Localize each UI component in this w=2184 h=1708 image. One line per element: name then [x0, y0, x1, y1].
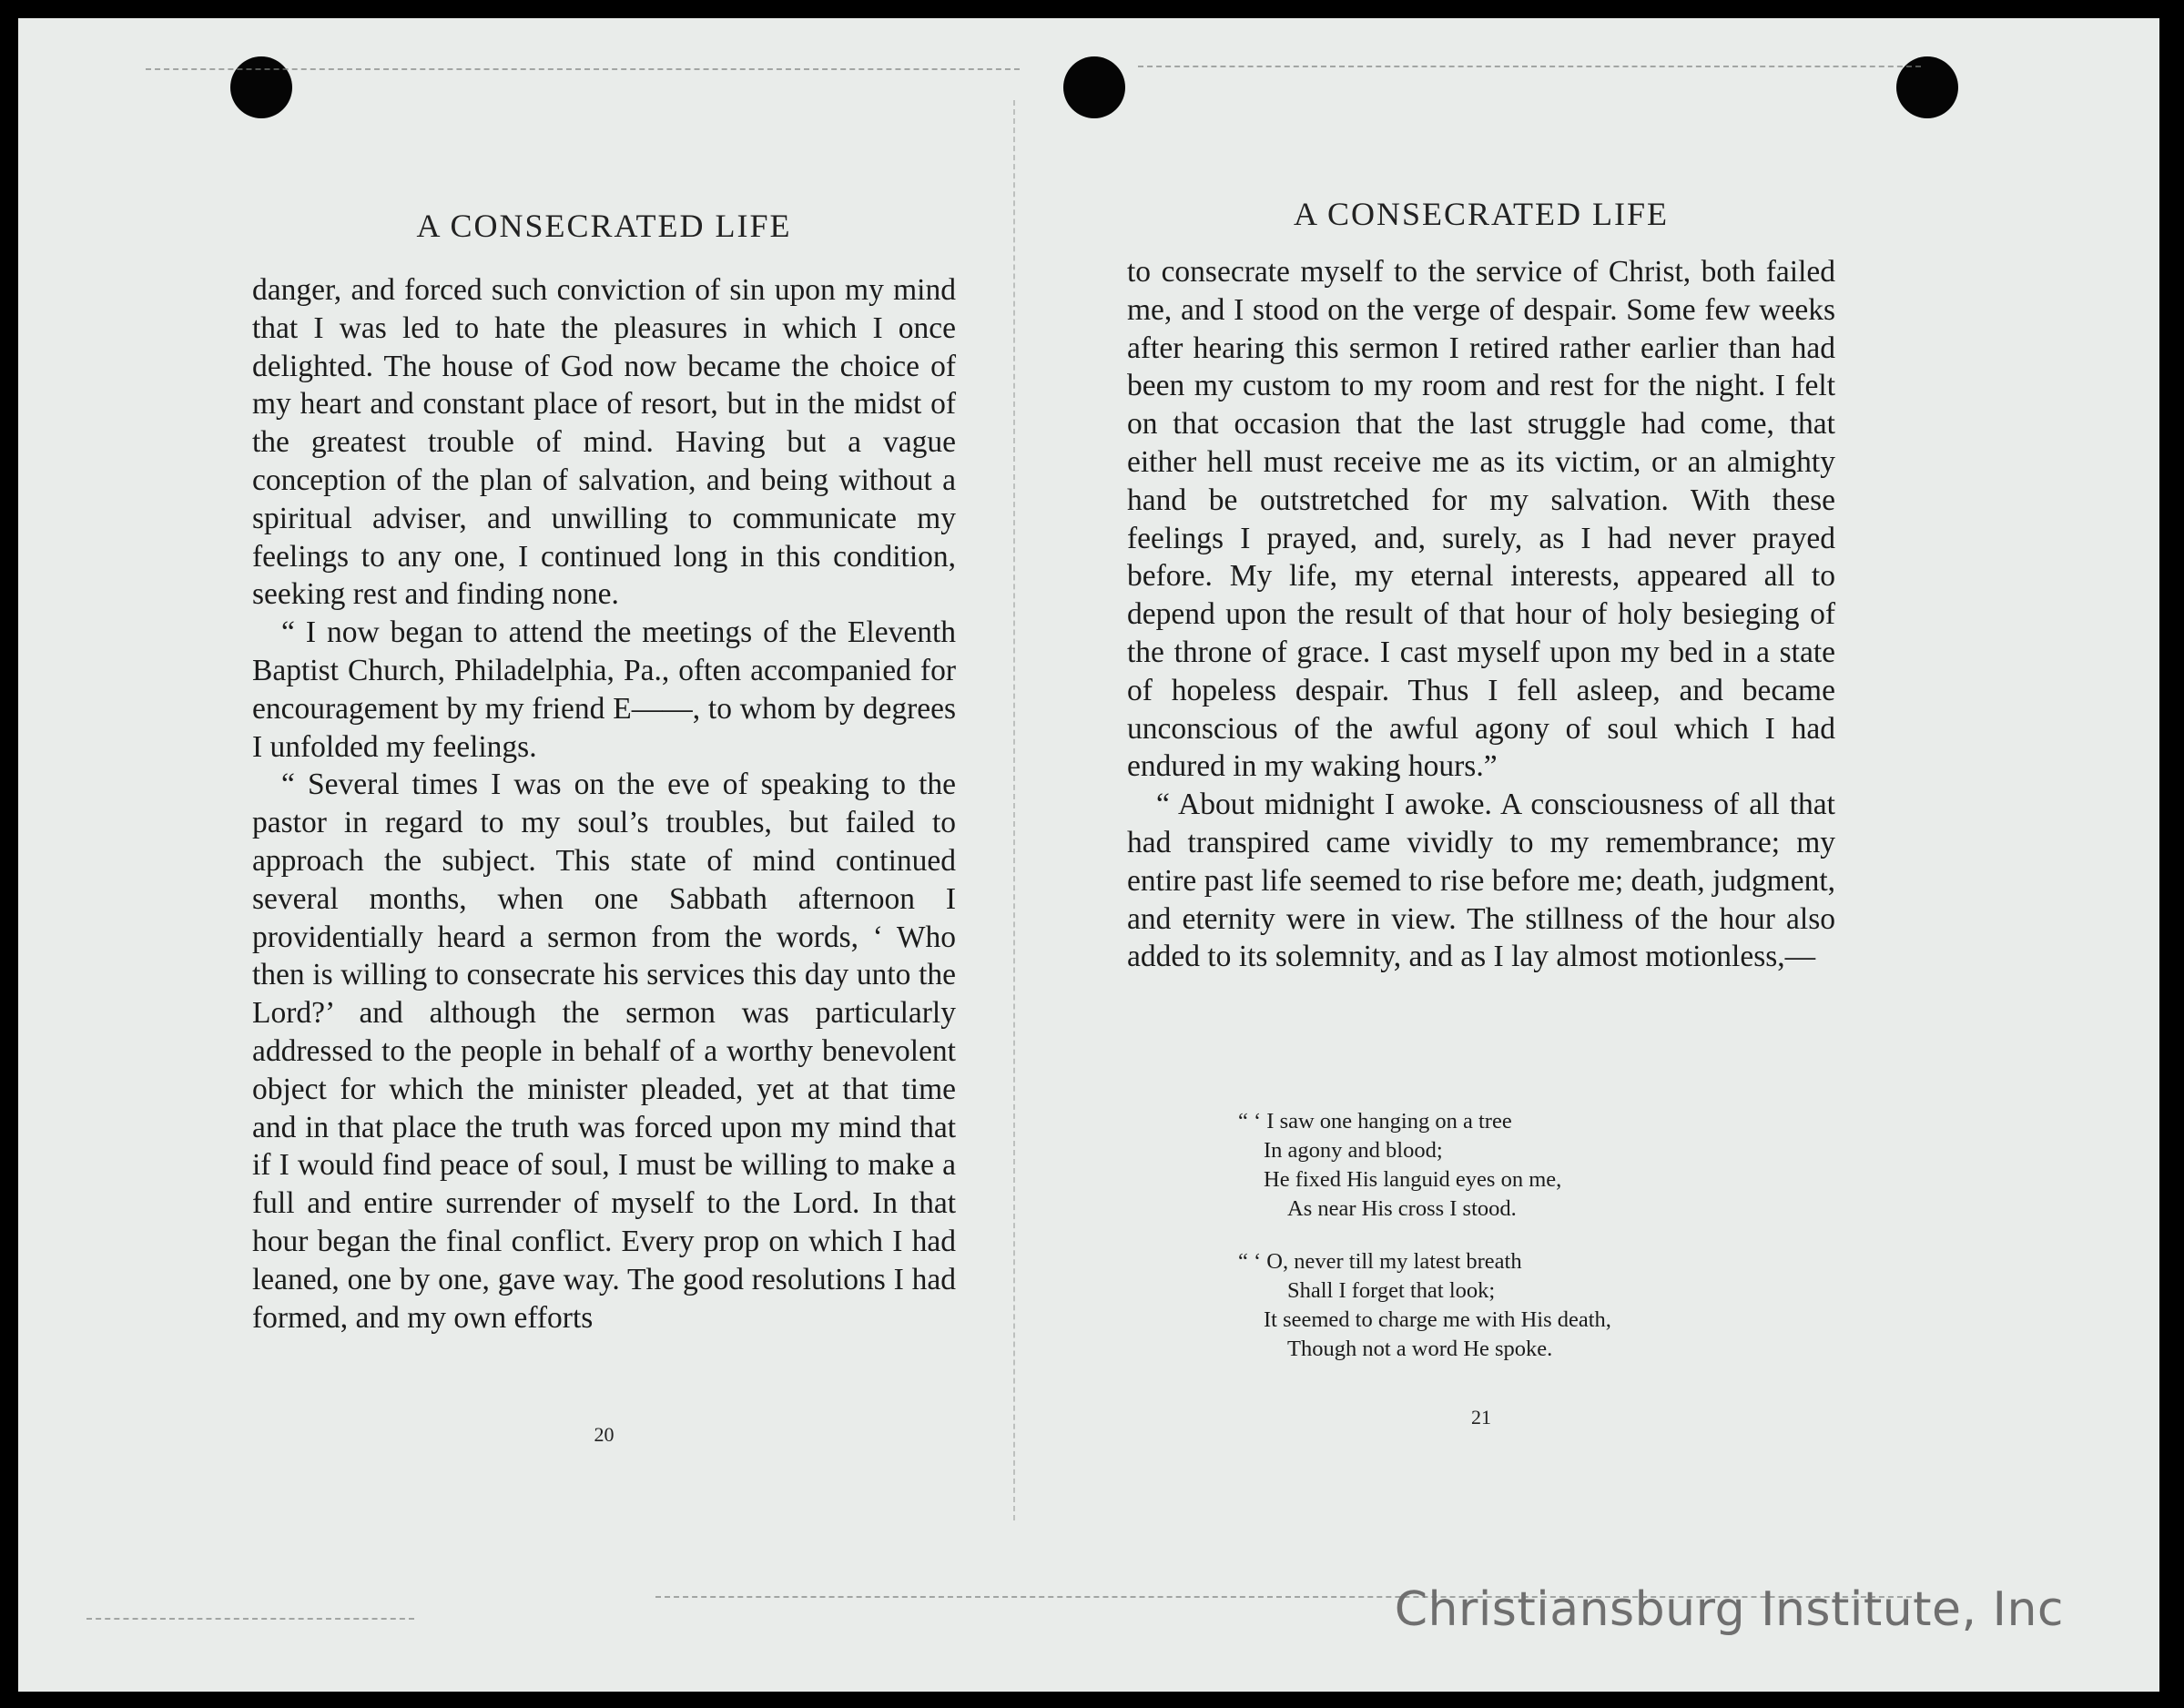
bottom-edge-line-left — [86, 1618, 414, 1620]
poem-line: “ ‘ O, never till my latest breath — [1238, 1249, 1522, 1274]
scanned-sheet — [18, 18, 2159, 1692]
poem-line: It seemed to charge me with His death, — [1264, 1307, 1611, 1332]
stanza — [1238, 1247, 1611, 1364]
paragraph: to consecrate myself to the service of Christ, both failed me, and I stood on the verge of despair. Some few weeks after hearing this sermon I retired rather earlier than had been my custom to my room and rest for the night. I felt on that occasion that the last struggle had come, that either hell must receive me as its victim, or an almighty hand be outstretched for my salvation. With these feelings I prayed, and, surely, as I had never prayed before. My life, my eternal interests, appeared all to depend upon the result of that hour of holy besieging of the throne of grace. I cast myself upon my bed in a state of hopeless despair. Thus I fell asleep, and became unconscious of the awful agony of soul which I had endured in my waking hours.” — [1127, 255, 1835, 784]
top-edge-line-left — [146, 68, 1020, 70]
page-number: 20 — [594, 1423, 615, 1446]
poem-line: He fixed His languid eyes on me, — [1264, 1167, 1562, 1192]
poem-line: In agony and blood; — [1264, 1138, 1443, 1163]
page-body — [252, 271, 956, 1337]
right-page — [1127, 175, 1835, 1449]
paragraph: danger, and forced such conviction of sin upon my mind that I was led to hate the pleasures in which I once delighted. The house of God now became the choice of my heart and constant place of resort, but in the midst of the greatest trouble of mind. Having but a vague conception of the plan of salvation, and being without a spiritual adviser, and unwilling to communicate my feelings to any one, I continued long in this condition, seeking rest and finding none. — [252, 273, 956, 612]
paragraph: “ I now began to attend the meetings of the Eleventh Baptist Church, Philadelphia, Pa., often accompanied for encouragement by my friend E——, to whom by degrees I unfolded my feelings. — [252, 615, 956, 764]
paragraph: “ About midnight I awoke. A consciousness of all that had transpired came vividly to my remembrance; my entire past life seemed to rise before me; death, judgment, and eternity were in view. The stillness of the hour also added to its solemnity, and as I lay almost motionless,— — [1127, 788, 1835, 974]
paragraph: “ Several times I was on the eve of speaking to the pastor in regard to my soul’s troubles, but failed to approach the subject. This state of mind continued several months, when one Sabbath afternoon I providentially heard a sermon from the words, ‘ Who then is willing to consecrate his services this day unto the Lord?’ and although the sermon was particularly addressed to the people in behalf of a worthy benevolent object for which the minister pleaded, yet at that time and in that place the truth was forced upon my mind that if I would find peace of soul, I must be willing to make a full and entire surrender of myself to the Lord. In that hour began the final conflict. Every prop on which I had leaned, one by one, gave way. The good resolutions I had formed, and my own efforts — [252, 768, 956, 1335]
running-head: A CONSECRATED LIFE — [1293, 196, 1670, 232]
poem-line: Shall I forget that look; — [1287, 1278, 1496, 1303]
page-number: 21 — [1471, 1406, 1491, 1428]
running-head: A CONSECRATED LIFE — [416, 208, 792, 244]
hymn-verse — [1238, 1107, 1611, 1388]
stanza — [1238, 1107, 1611, 1224]
top-edge-line-right — [1138, 66, 1921, 67]
watermark: Christiansburg Institute, Inc — [1394, 1582, 2064, 1637]
page-body — [1127, 253, 1835, 976]
poem-line: As near His cross I stood. — [1287, 1196, 1517, 1221]
page-fold-line — [1013, 100, 1015, 1520]
poem-line: Though not a word He spoke. — [1287, 1337, 1553, 1361]
punch-hole-center — [1063, 56, 1125, 118]
poem-line: “ ‘ I saw one hanging on a tree — [1238, 1109, 1512, 1134]
left-page — [252, 187, 956, 1461]
punch-hole-left — [230, 56, 292, 118]
